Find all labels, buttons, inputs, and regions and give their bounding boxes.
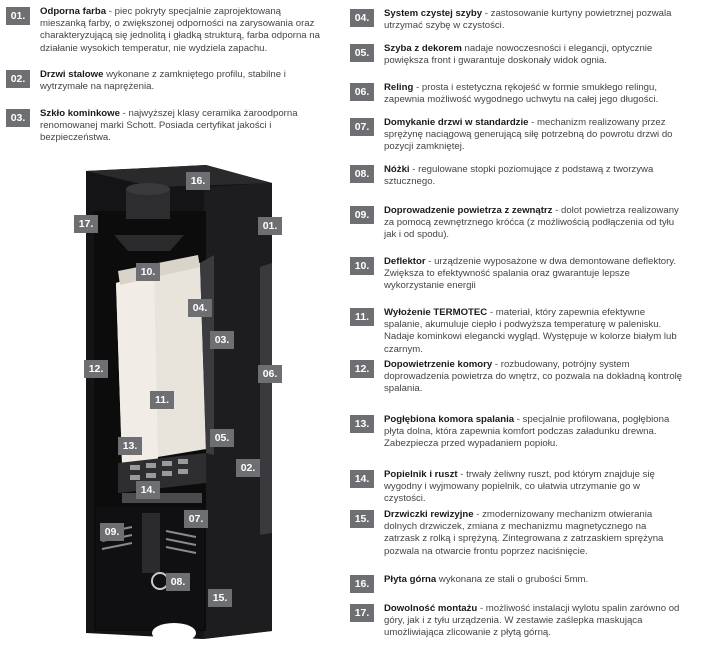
feature-number: 09. (350, 206, 374, 224)
feature-number: 16. (350, 575, 374, 593)
feature-text: - materiał, który zapewnia efektywne spalanie, akumuluje ciepło i podwyższa temperaturę w palenisku. Nadaje kominkowi elegancki wygląd. Występuje w kolorze białym lub czarnym. (384, 307, 677, 355)
feature-item-08 (350, 164, 684, 188)
feature-text: - najwyższej klasy ceramika żaroodporna renomowanej marki Schott. Posiada certyfikat jakości i bezpieczeństwa. (40, 108, 298, 144)
feature-title: Wyłożenie TERMOTEC (384, 307, 488, 318)
feature-item-07 (350, 117, 684, 154)
feature-text: - piec pokryty specjalnie zaprojektowaną mieszanką farby, o zwiększonej odporności na zarysowania oraz charakteryzującą się jednolitą i gładką strukturą, farba odporna na działanie wysokich temperatur, nie wydziela zapachu. (40, 6, 320, 54)
feature-title: Deflektor (384, 256, 426, 267)
feature-item-04 (350, 8, 684, 32)
feature-text: - trwały żeliwny ruszt, pod którym znajduje się wygodny i wyjmowany popielnik, co ułatwia utrzymanie go w czystości. (384, 469, 655, 505)
feature-item-09 (350, 205, 684, 242)
feature-number: 12. (350, 360, 374, 378)
termotec-lining-left (116, 271, 158, 463)
feature-text: - prosta i estetyczna rękojeść w formie smukłego relingu, zapewnia możliwość wygodnego uchwytu na całej jego długości. (384, 82, 659, 106)
feature-text: - zmodernizowany mechanizm otwierania dolnych drzwiczek, zmiana z mechanizmu magnetycznego na zatrzask z rolką i sprężyną. Zintegrowana z zatrzaskiem sprężyna pozwala na otwarcie frontu poprzez naciśnięcie. (384, 509, 664, 557)
diagram-tag-16: 16. (186, 172, 210, 190)
feature-description (384, 164, 684, 188)
diagram-tag-02: 02. (236, 459, 260, 477)
feature-text: - zastosowanie kurtyny powietrznej pozwala utrzymać szybę w czystości. (384, 8, 672, 32)
feature-title: Popielnik i ruszt (384, 469, 458, 480)
feature-title: Domykanie drzwi w standardzie (384, 117, 529, 128)
feature-number: 02. (6, 70, 30, 88)
feature-text: - urządzenie wyposażone w dwa demontowane deflektory. Zwiększa to efektywność spalania oraz gwarantuje lepsze wykorzystanie energii (384, 256, 677, 292)
feature-text: wykonana ze stali o grubości 5mm. (436, 574, 589, 585)
feature-item-16 (350, 574, 684, 593)
diagram-tag-09: 09. (100, 523, 124, 541)
diagram-tag-08: 08. (166, 573, 190, 591)
feature-description (384, 509, 684, 558)
feature-item-17 (350, 603, 684, 640)
feature-description (384, 256, 684, 293)
feature-description (384, 43, 684, 67)
feature-title: System czystej szyby (384, 8, 483, 19)
feature-description (384, 469, 684, 506)
feature-description (40, 108, 325, 145)
feature-description (384, 359, 684, 396)
feature-text: - regulowane stopki poziomujące z podstawą z tworzywa sztucznego. (384, 164, 654, 188)
diagram-tag-13: 13. (118, 437, 142, 455)
feature-title: Szkło kominkowe (40, 108, 120, 119)
feature-text: - możliwość instalacji wylotu spalin zarówno od góry, jak i z tyłu urządzenia. W zestawie zaślepka maskująca umożliwiająca zlicowanie z płytą górną. (384, 603, 680, 639)
feature-description (40, 6, 325, 55)
feature-item-14 (350, 469, 684, 506)
feature-title: Pogłębiona komora spalania (384, 414, 515, 425)
feature-title: Szyba z dekorem (384, 43, 462, 54)
feature-item-05 (350, 43, 684, 67)
diagram-tag-07: 07. (184, 510, 208, 528)
diagram-tag-05: 05. (210, 429, 234, 447)
feature-title: Dowolność montażu (384, 603, 478, 614)
feature-description (384, 307, 684, 356)
feature-title: Płyta górna (384, 574, 437, 585)
feature-number: 04. (350, 9, 374, 27)
reling-handle (260, 263, 272, 535)
diagram-tag-03: 03. (210, 331, 234, 349)
feature-item-03 (6, 108, 325, 145)
feature-number: 05. (350, 44, 374, 62)
feature-description (384, 205, 684, 242)
diagram-tag-11: 11. (150, 391, 174, 409)
feature-item-02 (6, 69, 325, 93)
feature-number: 08. (350, 165, 374, 183)
stove-drawing (74, 163, 274, 641)
feature-text: - specjalnie profilowana, pogłębiona płyta dolna, która zapewnia komfort podczas załadunku drewna. Zabezpiecza przed wypadaniem popiołu. (384, 414, 670, 450)
feature-text: - mechanizm realizowany przez sprężynę naciągową generującą siłę potrzebną do powrotu drzwi do pozycji zamkniętej. (384, 117, 673, 153)
feature-item-10 (350, 256, 684, 293)
feature-title: Doprowadzenie powietrza z zewnątrz (384, 205, 553, 216)
diagram-tag-12: 12. (84, 360, 108, 378)
feature-description (384, 82, 684, 106)
diagram-tag-06: 06. (258, 365, 282, 383)
air-intake-pipe (142, 513, 160, 573)
feature-number: 03. (6, 109, 30, 127)
feature-description (384, 603, 684, 640)
diagram-tag-14: 14. (136, 481, 160, 499)
diagram-tag-10: 10. (136, 263, 160, 281)
stove-cutaway-illustration (74, 163, 278, 641)
diagram-tag-01: 01. (258, 217, 282, 235)
feature-text: - dolot powietrza realizowany za pomocą zewnętrznego króćca (z możliwością podłączenia od tyłu jak i od spodu). (384, 205, 679, 241)
feature-title: Drzwi stalowe (40, 69, 104, 80)
feature-item-06 (350, 82, 684, 106)
feature-description (384, 117, 684, 154)
feature-text: nadaje nowoczesności i elegancji, optycznie powiększa front i gwarantuje doskonały widok ognia. (384, 43, 653, 67)
feature-description (40, 69, 325, 93)
feature-description (384, 574, 684, 586)
feature-title: Dopowietrzenie komory (384, 359, 493, 370)
feature-item-13 (350, 414, 684, 451)
feature-text: - rozbudowany, potrójny system doprowadzenia powietrza do wnętrz, co pozwala na dokładną kontrolę spalania. (384, 359, 683, 395)
flue-top (126, 183, 170, 195)
feature-title: Drzwiczki rewizyjne (384, 509, 474, 520)
feature-number: 06. (350, 83, 374, 101)
feature-number: 17. (350, 604, 374, 622)
feature-number: 11. (350, 308, 374, 326)
feature-number: 10. (350, 257, 374, 275)
diagram-tag-04: 04. (188, 299, 212, 317)
feature-item-15 (350, 509, 684, 558)
feature-description (384, 414, 684, 451)
feature-title: Nóżki (384, 164, 410, 175)
diagram-tag-17: 17. (74, 215, 98, 233)
feature-item-11 (350, 307, 684, 356)
ash-pan (122, 493, 202, 503)
diagram-tag-15: 15. (208, 589, 232, 607)
feature-title: Reling (384, 82, 414, 93)
feature-text: wykonane z zamkniętego profilu, stabilne i wytrzymałe na naprężenia. (40, 69, 286, 93)
feature-number: 07. (350, 118, 374, 136)
feature-item-12 (350, 359, 684, 396)
feature-title: Odporna farba (40, 6, 107, 17)
feature-description (384, 8, 684, 32)
feature-number: 13. (350, 415, 374, 433)
feature-number: 01. (6, 7, 30, 25)
feature-number: 14. (350, 470, 374, 488)
feature-item-01 (6, 6, 325, 55)
feature-number: 15. (350, 510, 374, 528)
